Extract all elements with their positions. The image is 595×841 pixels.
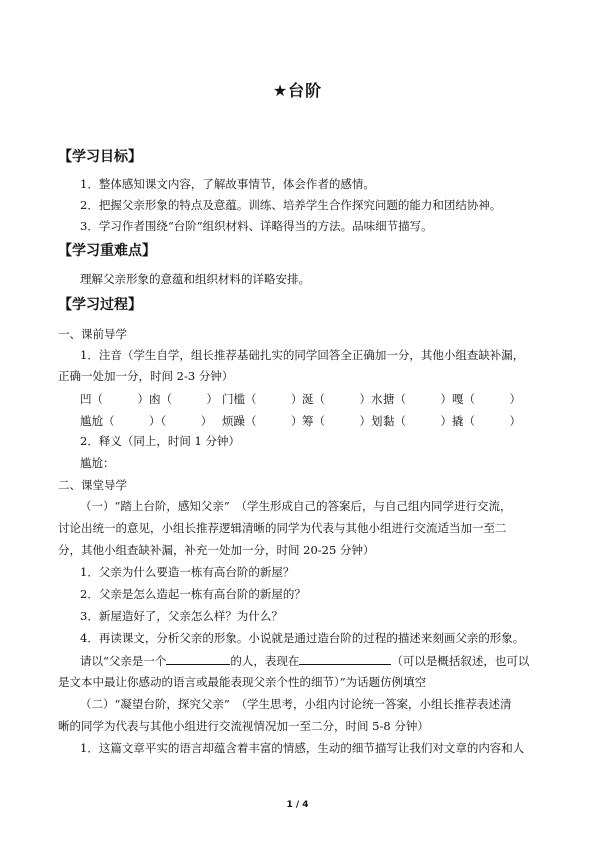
part2-sub1-line1: （一）“踏上台阶，感知父亲” （学生形成自己的答案后，与自己组内同学进行交流， (80, 499, 512, 513)
goal-item-2: 2．把握父亲形象的特点及意蕴。训练、培养学生合作探究问题的能力和团结协神。 (80, 198, 502, 212)
part1-item1-line2: 正确一处加一分，时间 2-3 分钟） (58, 369, 234, 383)
part2-sub2-line1: （二）“凝望台阶，探究父亲” （学生思考，小组内讨论统一答案，小组长推荐表述清 (80, 697, 512, 711)
fill-in-line (80, 653, 529, 668)
page-number: 1 / 4 (286, 800, 309, 810)
pinyin-cell: 凹（ ）凼（ ） (80, 392, 218, 406)
fill-text-c: （可以是概括叙述，也可以 (391, 654, 530, 668)
fill-blank-evidence[interactable] (299, 653, 391, 665)
question-1: 1．父亲为什么要造一栋有高台阶的新屋？ (80, 565, 295, 579)
pinyin-cell: 黏（ ） (383, 414, 452, 428)
part2-last-line: 1．这篇文章平实的语言却蕴含着丰富的情感，生动的细节描写让我们对文章的内容和人 (80, 741, 525, 755)
part2-sub1-line3: 分，其他小组查缺补漏，补充一处加一分，时间 20-25 分钟） (58, 543, 375, 557)
fill-text-b: 的人，表现在 (230, 654, 300, 668)
pinyin-cell: 烦躁（ ） (222, 414, 303, 428)
fill-text-a: 请以“父亲是一个 (80, 654, 167, 668)
part1-item2: 2．释义（同上，时间 1 分钟） (80, 434, 240, 448)
goal-item-3: 3．学习作者围绕“台阶”组织材料、详略得当的方法。品味细节描写。 (80, 219, 433, 233)
key-points-text: 理解父亲形象的意蕴和组织材料的详略安排。 (80, 272, 310, 286)
pinyin-cell: 尴尬（ ）（ ） (80, 414, 213, 428)
page-title: ★台阶 (272, 81, 323, 100)
part2-sub2-line2: 晰的同学为代表与其他小组进行交流视情况加一至二分，时间 5-8 分钟） (58, 719, 429, 733)
part1-item1-line1: 1．注音（学生自学，组长推荐基础扎实的同学回答全正确加一分，其他小组查缺补漏， (80, 348, 525, 362)
question-4: 4．再读课文，分析父亲的形象。小说就是通过造台阶的过程的描述来刻画父亲的形象。 (80, 631, 525, 645)
goal-item-1: 1．整体感知课文内容，了解故事情节，体会作者的感情。 (80, 177, 375, 191)
part2-sub1-line2: 讨论出统一的意见，小组长推荐逻辑清晰的同学为代表与其他小组进行交流适当加一至二 (58, 521, 507, 535)
pinyin-cell: 搪（ ） (383, 392, 452, 406)
pinyin-cell: 嘎（ ） (452, 392, 521, 406)
question-2: 2．父亲是怎么造起一栋有高台阶的新屋的？ (80, 587, 306, 601)
pinyin-cell: 涎（ ）水 (302, 392, 383, 406)
pinyin-cell: 门槛（ ） (222, 392, 303, 406)
part1-heading: 一、课前导学 (58, 327, 127, 341)
question-3: 3．新屋造好了，父亲怎么样？为什么？ (80, 609, 283, 623)
pinyin-cell: 筹（ ）划 (302, 414, 383, 428)
section-heading-goals: 【学习目标】 (58, 149, 142, 165)
pinyin-cell: 撬（ ） (452, 414, 521, 428)
fill-blank-trait[interactable] (166, 653, 230, 665)
section-heading-key-points: 【学习重难点】 (58, 243, 156, 259)
section-heading-process: 【学习过程】 (58, 297, 142, 313)
part1-item2-word: 尴尬： (80, 456, 115, 470)
part2-heading: 二、课堂导学 (58, 478, 127, 492)
fill-in-line2: 是文本中最让你感动的语言或最能表现父亲个性的细节）”为话题仿例填空 (58, 675, 427, 689)
